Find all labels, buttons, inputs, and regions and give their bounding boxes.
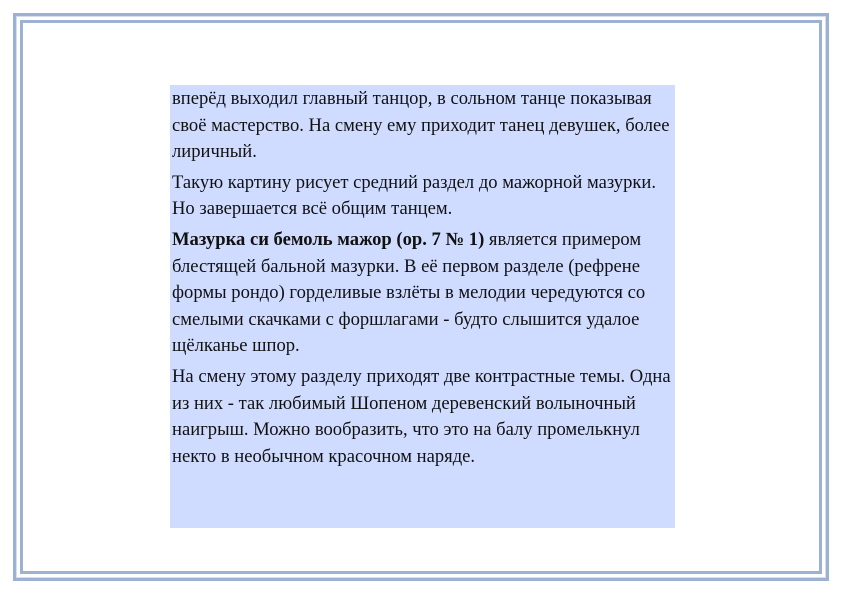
paragraph-2 — [172, 170, 671, 223]
paragraph-3-bold: Мазурка си бемоль мажор (ор. 7 № 1) — [172, 228, 485, 250]
paragraph-1 — [172, 86, 671, 166]
paragraph-3-text: является примером блестящей бальной мазурки. В её первом разделе (рефрене формы рондо) горделивые взлёты в мелодии чередуются со смелыми скачками с форшлагами - будто слышится удалое щёлканье шпор. — [172, 228, 646, 357]
paragraph-3 — [172, 227, 671, 360]
slide-text-block — [170, 85, 675, 528]
paragraph-1-text: вперёд выходил главный танцор, в сольном танце показывая своё мастерство. На смену ему приходит танец девушек, более лиричный. — [172, 88, 670, 163]
paragraph-4-text: На смену этому разделу приходят две контрастные темы. Одна из них - так любимый Шопеном деревенский волыночный наигрыш. Можно вообразить, что это на балу промелькнул некто в необычном красочном наряде. — [172, 365, 671, 467]
paragraph-4 — [172, 364, 671, 470]
paragraph-2-text: Такую картину рисует средний раздел до мажорной мазурки. Но завершается всё общим танцем. — [172, 171, 657, 220]
